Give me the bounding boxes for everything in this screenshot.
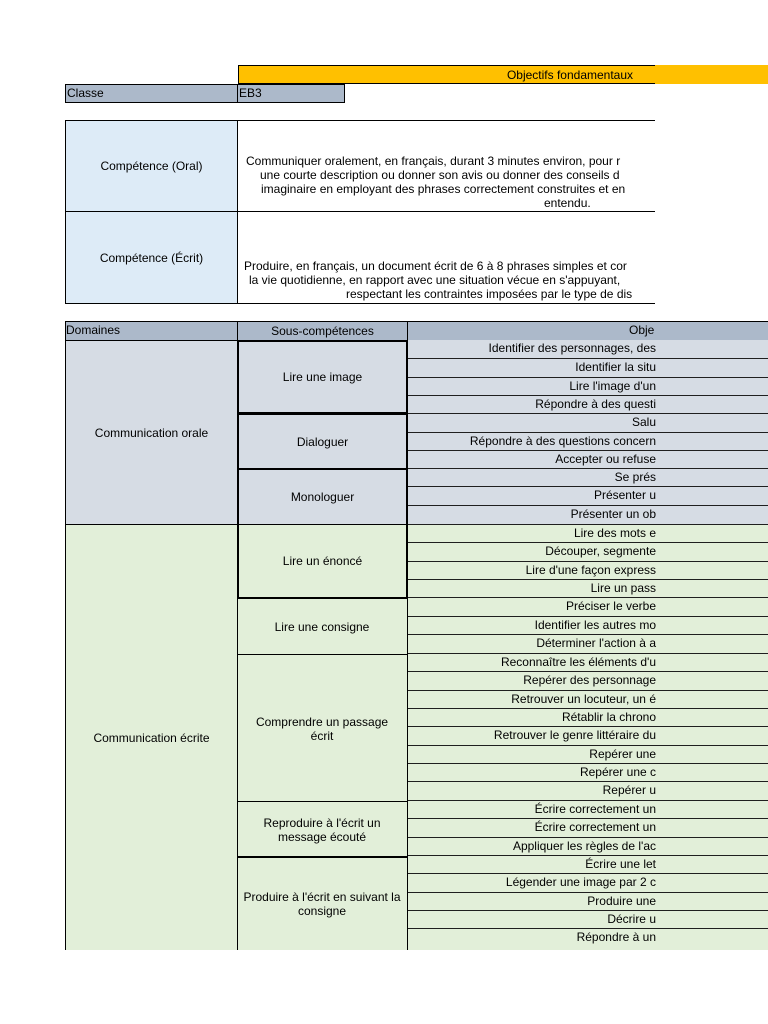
- sub-lire-une-consigne: Lire une consigne: [237, 598, 408, 655]
- objective-row: Répondre à un: [408, 928, 768, 946]
- objective-row: Accepter ou refuse: [408, 450, 768, 468]
- objective-row: Produire une: [408, 892, 768, 910]
- objective-row: Décrire u: [408, 910, 768, 928]
- objective-row: Repérer u: [408, 781, 768, 799]
- sub-produire-ecrit-consigne: Produire à l'écrit en suivant la consigne: [237, 856, 408, 950]
- objective-row: Repérer une: [408, 745, 768, 763]
- objective-row: Lire l'image d'un: [408, 377, 768, 395]
- objective-row: Lire des mots e: [408, 524, 768, 542]
- objective-row: Présenter u: [408, 486, 768, 504]
- competence-ecrit-label: Compétence (Écrit): [65, 211, 238, 304]
- objectives-banner-label: Objectifs fondamentaux: [506, 67, 634, 82]
- sub-lire-une-image: Lire une image: [237, 340, 408, 414]
- objective-row: Déterminer l'action à a: [408, 634, 768, 652]
- objective-row: Reconnaître les éléments d'u: [408, 653, 768, 671]
- class-label-cell: [65, 84, 238, 103]
- objective-row: Légender une image par 2 c: [408, 873, 768, 891]
- domain-communication-orale: Communication orale: [65, 340, 238, 525]
- objective-row: Lire un pass: [408, 579, 768, 597]
- objective-row: Préciser le verbe: [408, 597, 768, 615]
- header-subcompetences: Sous-compétences: [237, 321, 408, 341]
- competence-ecrit-text: Produire, en français, un document écrit de 6 à 8 phrases simples et cor la vie quotidienne, en rapport avec une situation vécue en s'appuyant, respectant les contraintes imposées par le type de dis: [237, 211, 655, 304]
- class-value-cell: [237, 84, 345, 103]
- class-label: Classe: [67, 86, 104, 100]
- objective-row: Lire d'une façon express: [408, 561, 768, 579]
- objective-row: Écrire correctement un: [408, 800, 768, 818]
- objective-row: Répondre à des questi: [408, 395, 768, 413]
- sub-monologuer: Monologuer: [237, 468, 408, 525]
- objective-row: Écrire correctement un: [408, 818, 768, 836]
- objective-row: Retrouver un locuteur, un é: [408, 690, 768, 708]
- objective-row: Écrire une let: [408, 855, 768, 873]
- objective-row: Repérer une c: [408, 763, 768, 781]
- sub-reproduire-message-ecoute: Reproduire à l'écrit un message écouté: [237, 801, 408, 857]
- objective-row: Présenter un ob: [408, 505, 768, 523]
- sub-dialoguer: Dialoguer: [237, 413, 408, 470]
- objective-row: Identifier la situ: [408, 358, 768, 376]
- header-domains: Domaines: [65, 321, 238, 341]
- sub-lire-un-enonce: Lire un énoncé: [237, 524, 408, 599]
- domain-communication-ecrite: Communication écrite: [65, 524, 238, 950]
- competence-oral-label: Compétence (Oral): [65, 120, 238, 212]
- objective-row: Salu: [408, 413, 768, 431]
- sub-comprendre-passage-ecrit: Comprendre un passage écrit: [237, 654, 408, 802]
- objective-row: Répondre à des questions concern: [408, 432, 768, 450]
- competence-oral-text: Communiquer oralement, en français, durant 3 minutes environ, pour r une courte description ou donner son avis ou donner des conseils d imaginaire en employant des phrases correctement construites et en entendu.: [237, 120, 655, 212]
- objective-row: Appliquer les règles de l'ac: [408, 837, 768, 855]
- class-value: EB3: [239, 86, 262, 100]
- objective-row: Rétablir la chrono: [408, 708, 768, 726]
- objective-row: Se prés: [408, 468, 768, 486]
- objective-row: Identifier des personnages, des: [488, 341, 656, 355]
- objective-row: Repérer des personnage: [408, 671, 768, 689]
- objective-row: Découper, segmente: [408, 542, 768, 560]
- header-objectives: Obje: [629, 323, 655, 337]
- objective-row: Identifier les autres mo: [408, 616, 768, 634]
- objective-row: Retrouver le genre littéraire du: [408, 726, 768, 744]
